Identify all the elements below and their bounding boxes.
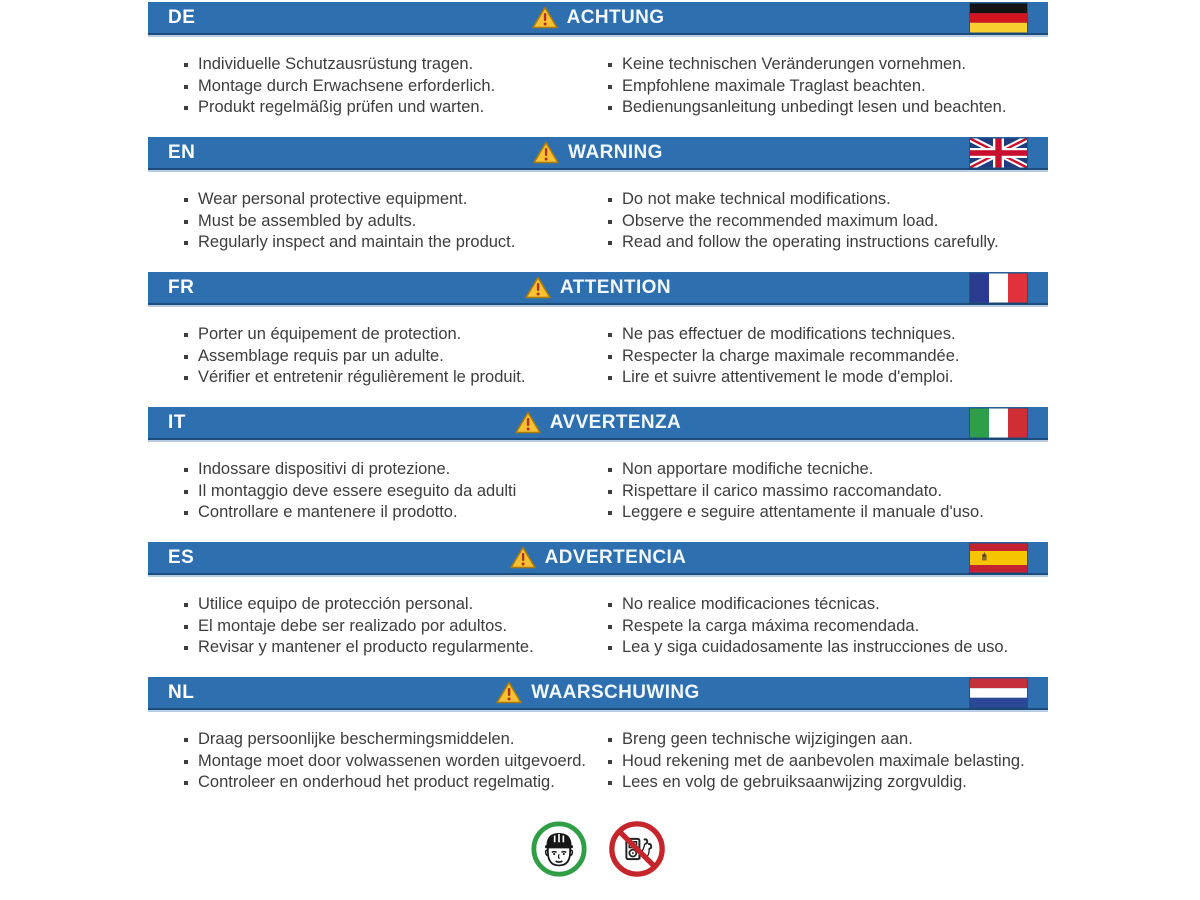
list-item: Indossare dispositivi di protezione. <box>182 459 598 481</box>
flag-netherlands-icon <box>970 678 1027 707</box>
flag-germany-icon <box>970 3 1027 32</box>
section-header-de <box>148 2 1048 35</box>
list-item: Il montaggio deve essere eseguito da adulti <box>182 481 598 503</box>
list-item: Controleer en onderhoud het product regelmatig. <box>182 772 598 794</box>
list-item: Regularly inspect and maintain the product. <box>182 232 598 254</box>
section-header-nl <box>148 677 1048 710</box>
warning-title: ATTENTION <box>560 276 671 298</box>
language-code: DE <box>168 6 196 28</box>
warning-triangle-icon <box>510 546 536 569</box>
warning-section-en <box>148 137 1048 272</box>
warning-triangle-icon <box>532 6 558 29</box>
warning-section-es <box>148 542 1048 677</box>
warning-section-nl <box>148 677 1048 812</box>
wear-helmet-icon <box>530 820 588 878</box>
list-item: Porter un équipement de protection. <box>182 324 598 346</box>
warning-triangle-icon <box>525 276 551 299</box>
warning-title: ADVERTENCIA <box>544 546 687 568</box>
section-header-it <box>148 407 1048 440</box>
list-item: No realice modificaciones técnicas. <box>606 594 1048 616</box>
list-item: Utilice equipo de protección personal. <box>182 594 598 616</box>
list-item: Montage durch Erwachsene erforderlich. <box>182 76 598 98</box>
section-header-en <box>148 137 1048 170</box>
language-code: EN <box>168 141 196 163</box>
warning-section-it <box>148 407 1048 542</box>
list-item: Read and follow the operating instructions carefully. <box>606 232 1048 254</box>
list-item: Leggere e seguire attentamente il manuale d'uso. <box>606 502 1048 524</box>
warning-title: AVVERTENZA <box>549 411 682 433</box>
list-item: Draag persoonlijke beschermingsmiddelen. <box>182 729 598 751</box>
safety-instruction-sheet <box>148 2 1048 878</box>
list-item: Respecter la charge maximale recommandée. <box>606 346 1048 368</box>
flag-spain-icon <box>970 543 1027 572</box>
warning-section-fr <box>148 272 1048 407</box>
list-item: Breng geen technische wijzigingen aan. <box>606 729 1048 751</box>
list-item: Keine technischen Veränderungen vornehmen. <box>606 54 1048 76</box>
language-code: IT <box>168 411 186 433</box>
warning-triangle-icon <box>533 141 559 164</box>
list-item: Bedienungsanleitung unbedingt lesen und beachten. <box>606 97 1048 119</box>
warning-title: ACHTUNG <box>566 6 665 28</box>
list-item: El montaje debe ser realizado por adultos. <box>182 616 598 638</box>
section-header-es <box>148 542 1048 575</box>
section-header-fr <box>148 272 1048 305</box>
list-item: Lea y siga cuidadosamente las instrucciones de uso. <box>606 637 1048 659</box>
warning-triangle-icon <box>496 681 522 704</box>
list-item: Houd rekening met de aanbevolen maximale belasting. <box>606 751 1048 773</box>
warning-title: WAARSCHUWING <box>531 681 700 703</box>
flag-united-kingdom-icon <box>970 138 1027 167</box>
list-item: Montage moet door volwassenen worden uitgevoerd. <box>182 751 598 773</box>
no-music-player-icon <box>608 820 666 878</box>
warning-title: WARNING <box>568 141 663 163</box>
list-item: Lees en volg de gebruiksaanwijzing zorgvuldig. <box>606 772 1048 794</box>
list-item: Vérifier et entretenir régulièrement le produit. <box>182 367 598 389</box>
list-item: Observe the recommended maximum load. <box>606 211 1048 233</box>
language-code: ES <box>168 546 195 568</box>
list-item: Empfohlene maximale Traglast beachten. <box>606 76 1048 98</box>
language-code: NL <box>168 681 195 703</box>
flag-italy-icon <box>970 408 1027 437</box>
warning-triangle-icon <box>515 411 541 434</box>
list-item: Assemblage requis par un adulte. <box>182 346 598 368</box>
list-item: Rispettare il carico massimo raccomandato. <box>606 481 1048 503</box>
list-item: Must be assembled by adults. <box>182 211 598 233</box>
flag-france-icon <box>970 273 1027 302</box>
list-item: Wear personal protective equipment. <box>182 189 598 211</box>
list-item: Revisar y mantener el producto regularmente. <box>182 637 598 659</box>
list-item: Do not make technical modifications. <box>606 189 1048 211</box>
language-code: FR <box>168 276 195 298</box>
warning-section-de <box>148 2 1048 137</box>
list-item: Produkt regelmäßig prüfen und warten. <box>182 97 598 119</box>
list-item: Individuelle Schutzausrüstung tragen. <box>182 54 598 76</box>
list-item: Non apportare modifiche tecniche. <box>606 459 1048 481</box>
footer-pictograms <box>148 820 1048 878</box>
list-item: Respete la carga máxima recomendada. <box>606 616 1048 638</box>
list-item: Ne pas effectuer de modifications techniques. <box>606 324 1048 346</box>
list-item: Controllare e mantenere il prodotto. <box>182 502 598 524</box>
list-item: Lire et suivre attentivement le mode d'emploi. <box>606 367 1048 389</box>
